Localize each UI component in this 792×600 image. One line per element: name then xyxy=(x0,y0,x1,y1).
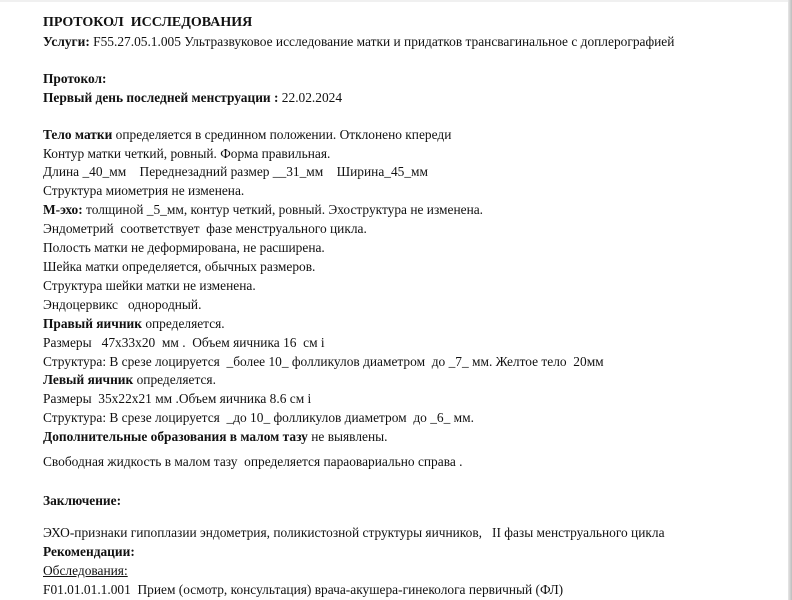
additional-formations-value: не выявлены. xyxy=(307,429,388,445)
lmp-line xyxy=(43,89,783,108)
ultrasound-report xyxy=(43,14,783,599)
additional-formations-line xyxy=(43,428,783,447)
right-ovary-size: Размеры 47х33х20 мм . Объем яичника 16 см і xyxy=(43,334,325,350)
recommendations-label: Рекомендации: xyxy=(43,543,135,559)
m-echo-label: М-эхо: xyxy=(43,202,83,218)
uterus-line-1 xyxy=(43,126,783,145)
spacer xyxy=(43,511,783,524)
left-ovary-label: Левый яичник xyxy=(43,372,134,388)
right-ovary-label: Правый яичник xyxy=(43,315,142,331)
spacer xyxy=(43,108,783,126)
services-value: F55.27.05.1.005 Ультразвуковое исследование матки и придатков трансвагинальное с доплерографией xyxy=(89,33,675,49)
cervix-structure: Структура шейки матки не изменена. xyxy=(43,277,256,293)
uterus-position: определяется в срединном положении. Отклонено кпереди xyxy=(112,126,452,142)
free-fluid: Свободная жидкость в малом тазу определяется параовариально справа . xyxy=(43,454,463,470)
uterus-label: Тело матки xyxy=(43,126,113,142)
uterine-cavity: Полость матки не деформирована, не расширена. xyxy=(43,240,325,256)
lmp-value: 22.02.2024 xyxy=(281,89,343,105)
services-label: Услуги: xyxy=(43,33,90,49)
page-right-edge xyxy=(788,0,792,600)
uterus-dimensions: Длина _40_мм Переднезадний размер __31_мм Ширина_45_мм xyxy=(43,164,429,180)
spacer xyxy=(43,472,783,492)
page-top-edge xyxy=(0,0,788,2)
left-ovary-line-1 xyxy=(43,371,783,390)
myometrium-structure: Структура миометрия не изменена. xyxy=(43,183,245,199)
endometrium-phase: Эндометрий соответствует фазе менструального цикла. xyxy=(43,221,367,237)
conclusion-text: ЭХО-признаки гипоплазии эндометрия, поликистозной структуры яичников, II фазы менструального цикла xyxy=(43,524,665,540)
endocervix: Эндоцервикс однородный. xyxy=(43,296,202,312)
m-echo-thickness: толщиной _5_мм, контур четкий, ровный. Эхоструктура не изменена. xyxy=(82,202,484,218)
services-line xyxy=(43,33,783,52)
uterus-contour: Контур матки четкий, ровный. Форма правильная. xyxy=(43,145,331,161)
cervix: Шейка матки определяется, обычных размеров. xyxy=(43,258,316,274)
right-ovary-status: определяется. xyxy=(141,315,225,331)
m-echo-line-1 xyxy=(43,201,783,220)
left-ovary-status: определяется. xyxy=(133,372,216,388)
examinations-label: Обследования: xyxy=(43,562,128,578)
right-ovary-line-1 xyxy=(43,315,783,334)
lmp-label: Первый день последней менструации : xyxy=(43,89,282,105)
examination-item: F01.01.01.1.001 Прием (осмотр, консультация) врача-акушера-гинеколога первичный (ФЛ) xyxy=(43,581,564,597)
right-ovary-structure: Структура: В срезе лоцируется _более 10_ фолликулов диаметром до _7_ мм. Желтое тело 20мм xyxy=(43,353,604,369)
additional-formations-label: Дополнительные образования в малом тазу xyxy=(43,429,308,445)
spacer xyxy=(43,52,783,70)
conclusion-label: Заключение: xyxy=(43,492,122,508)
report-title: ПРОТОКОЛ ИССЛЕДОВАНИЯ xyxy=(43,15,253,30)
left-ovary-size: Размеры 35х22х21 мм .Объем яичника 8.6 см і xyxy=(43,391,312,407)
protocol-label: Протокол: xyxy=(43,70,107,86)
left-ovary-structure: Структура: В срезе лоцируется _до 10_ фолликулов диаметром до _6_ мм. xyxy=(43,410,474,426)
